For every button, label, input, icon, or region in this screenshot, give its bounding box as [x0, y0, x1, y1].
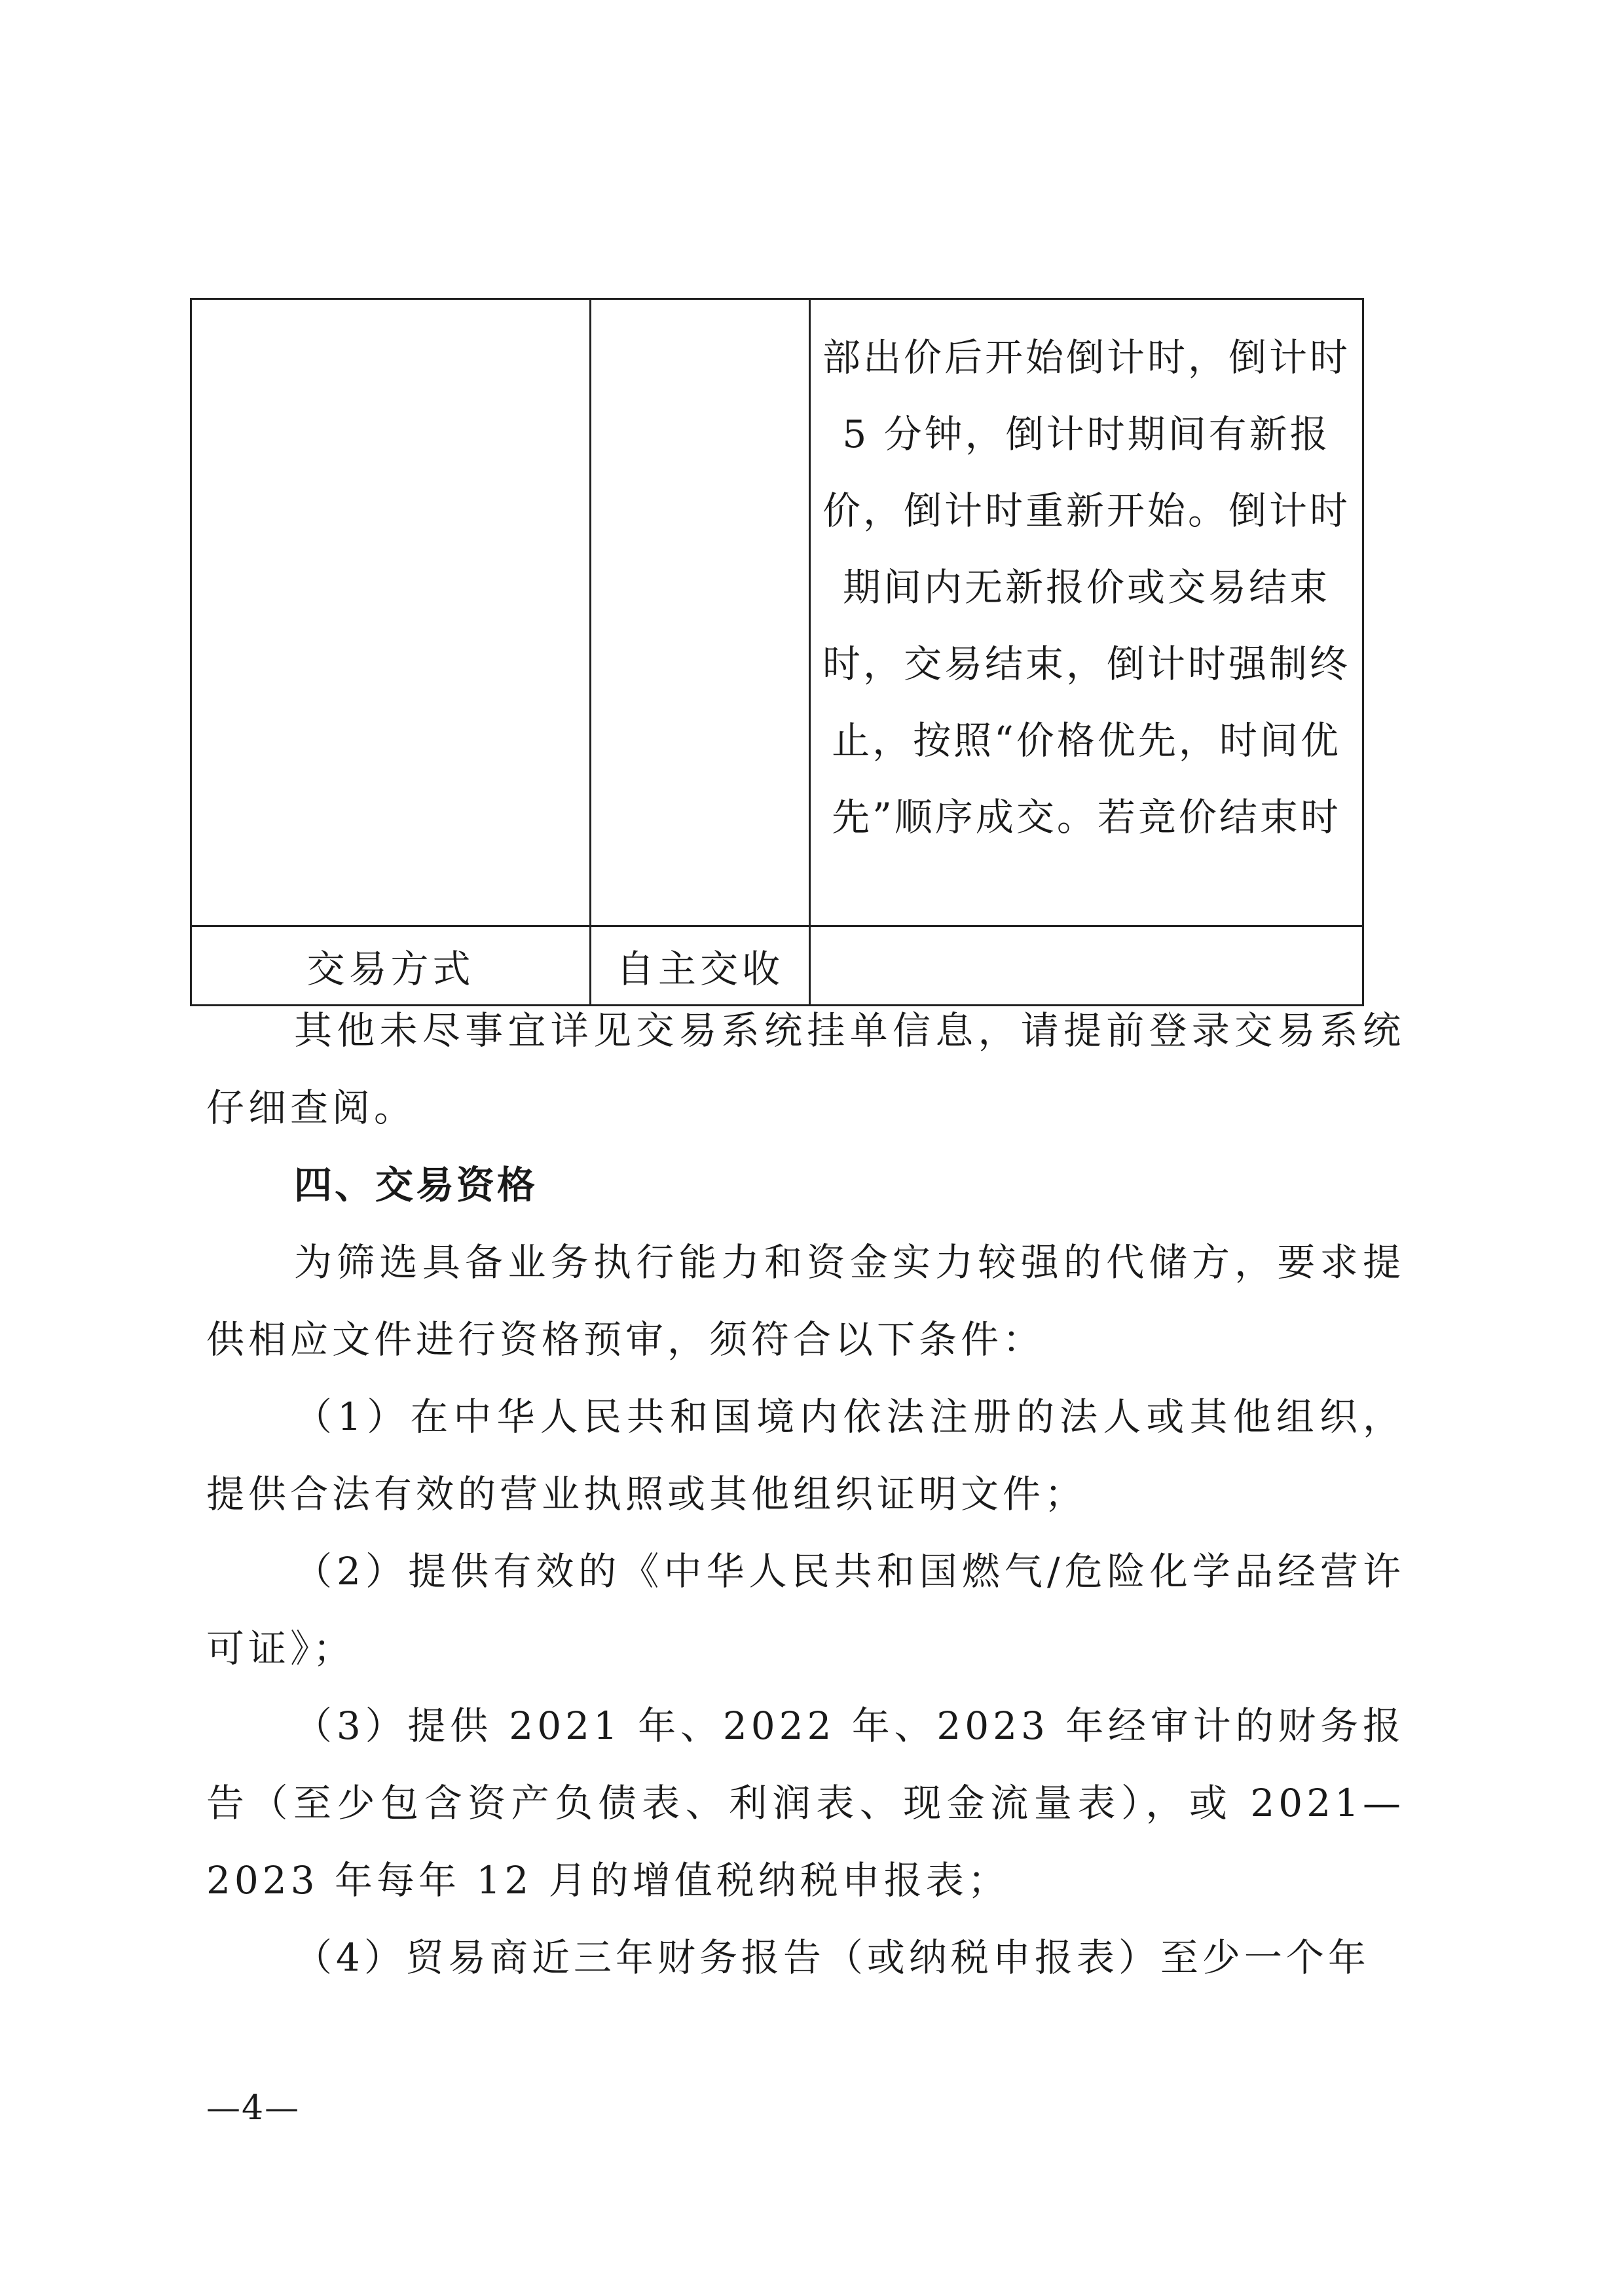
table-cell-empty	[591, 299, 810, 926]
condition-item-2: （2）提供有效的《中华人民共和国燃气/危险化学品经营许可证》；	[206, 1549, 1405, 1671]
bidding-rule-cell: 部出价后开始倒计时，倒计时 5 分钟，倒计时期间有新报价，倒计时重新开始。倒计时期间内无新报价或交易结束时，交易结束，倒计时强制终止，按照“价格优先，时间优先”顺序成交。若竞价结束时	[810, 299, 1363, 926]
trade-method-label: 交易方式	[191, 926, 591, 1006]
paragraph-intro: 为筛选具备业务执行能力和资金实力较强的代储方，要求提供相应文件进行资格预审，须符合以下条件：	[206, 1240, 1405, 1362]
trading-rules-table	[190, 298, 1364, 1006]
condition-item-3: （3）提供 2021 年、2022 年、2023 年经审计的财务报告（至少包含资产负债表、利润表、现金流量表），或 2021—2023 年每年 12 月的增值税纳税申报表；	[206, 1704, 1405, 1903]
table-row	[191, 299, 1363, 926]
trade-method-value: 自主交收	[591, 926, 810, 1006]
condition-item-4: （4）贸易商近三年财务报告（或纳税申报表）至少一个年	[294, 1935, 1370, 1980]
table-cell-empty	[191, 299, 591, 926]
section-heading: 四、交易资格	[294, 1163, 538, 1207]
condition-item-1: （1）在中华人民共和国境内依法注册的法人或其他组织，提供合法有效的营业执照或其他组织证明文件；	[206, 1394, 1405, 1516]
body-text	[206, 992, 1405, 1996]
page-number: —4—	[206, 2088, 301, 2128]
paragraph-other-matters: 其他未尽事宜详见交易系统挂单信息，请提前登录交易系统仔细查阅。	[206, 1008, 1405, 1130]
